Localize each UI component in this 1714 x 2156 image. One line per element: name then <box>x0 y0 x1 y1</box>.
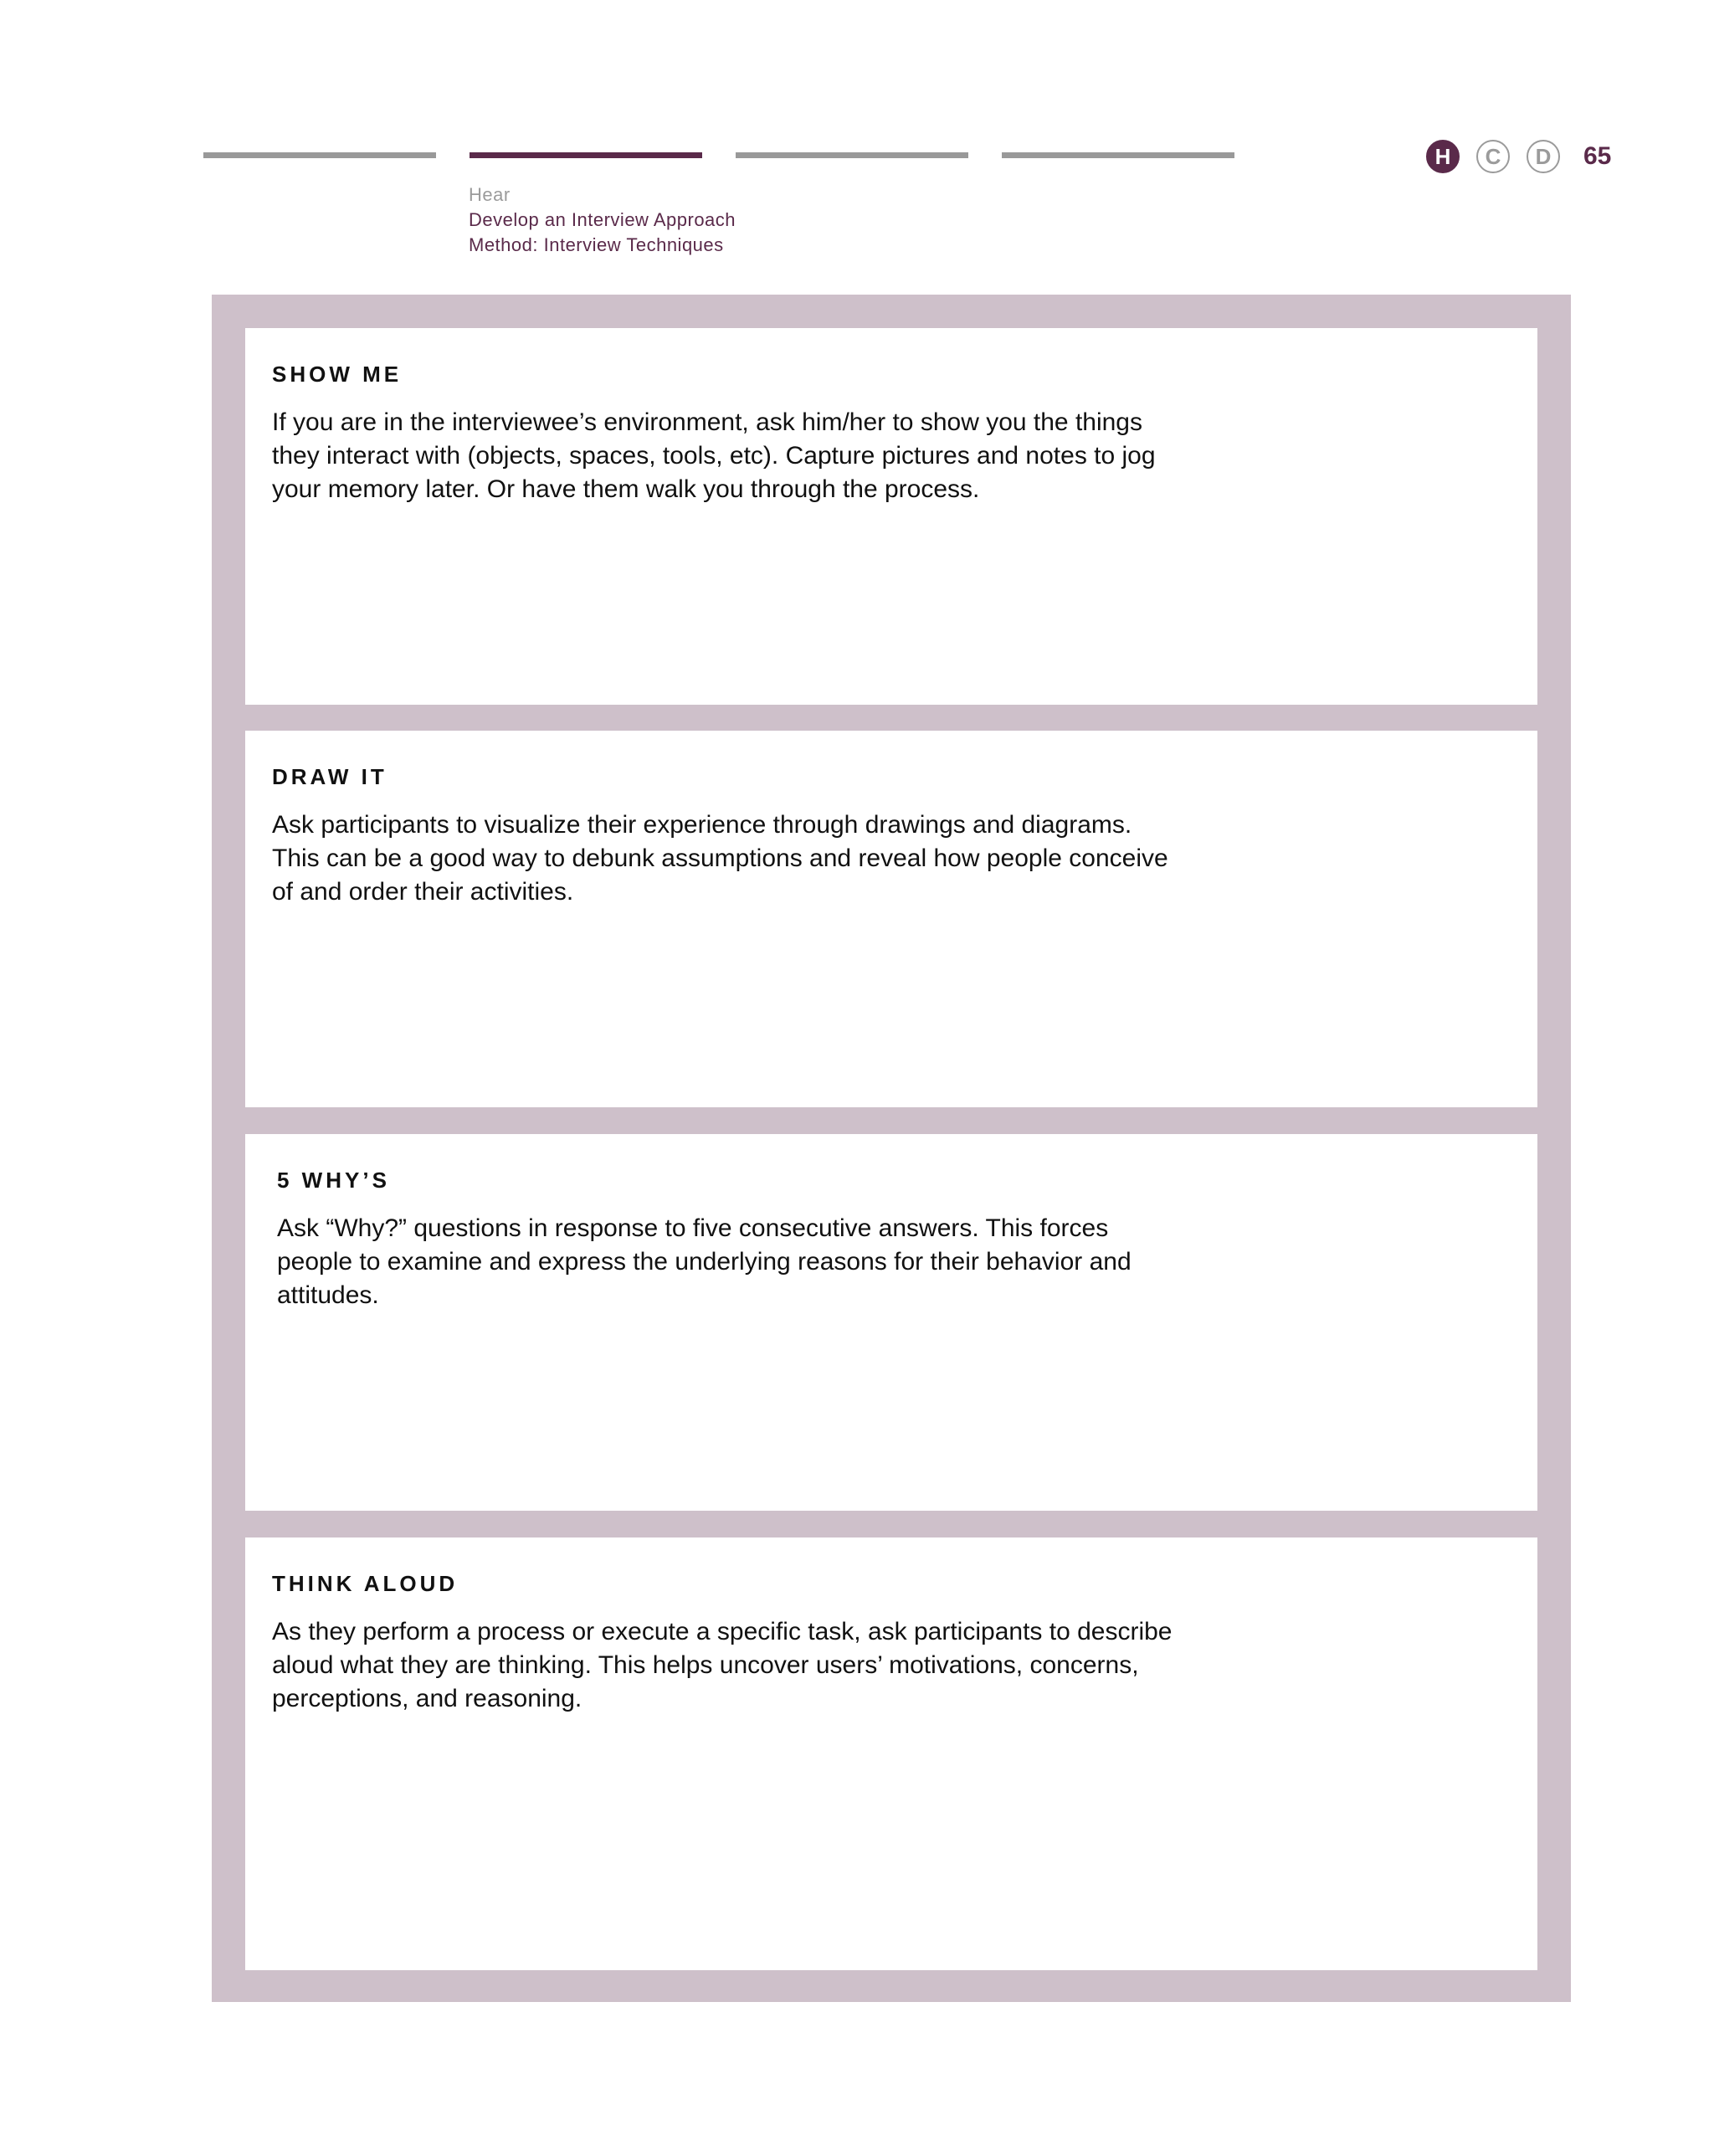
breadcrumb-subsection[interactable]: Develop an Interview Approach <box>469 209 736 230</box>
card-five-whys <box>245 1134 1537 1511</box>
phase-nav <box>1426 137 1611 176</box>
card-title: SHOW ME <box>272 362 403 387</box>
card-think-aloud <box>245 1537 1537 1970</box>
breadcrumb <box>469 182 736 258</box>
card-title: 5 WHY’S <box>277 1168 390 1193</box>
card-body: Ask “Why?” questions in response to five consecutive answers. This forces people to examine and express the underlying reasons for their behavior and attitudes. <box>277 1214 1132 1309</box>
card-title: DRAW IT <box>272 764 387 789</box>
progress-step-3 <box>736 152 968 158</box>
phase-create-button[interactable]: C <box>1476 140 1510 173</box>
breadcrumb-method[interactable]: Method: Interview Techniques <box>469 234 724 255</box>
phase-hear-button[interactable]: H <box>1426 140 1460 173</box>
card-body: As they perform a process or execute a specific task, ask participants to describe aloud what they are thinking. This helps uncover users’ motivations, concerns, perceptions, and reasoning. <box>272 1618 1173 1712</box>
progress-step-4 <box>1002 152 1234 158</box>
card-show-me <box>245 328 1537 705</box>
techniques-frame <box>212 295 1571 2002</box>
card-title: THINK ALOUD <box>272 1571 459 1596</box>
progress-step-1 <box>203 152 436 158</box>
card-draw-it <box>245 731 1537 1107</box>
card-body: Ask participants to visualize their experience through drawings and diagrams. This can be a good way to debunk assumptions and reveal how people conceive of and order their activities. <box>272 811 1168 906</box>
breadcrumb-section[interactable]: Hear <box>469 184 511 205</box>
card-body: If you are in the interviewee’s environment, ask him/her to show you the things they interact with (objects, spaces, tools, etc). Capture pictures and notes to jog your memory later. Or have them walk you through the process. <box>272 408 1156 503</box>
progress-step-2-active <box>470 152 702 158</box>
page-number: 65 <box>1583 142 1612 170</box>
phase-deliver-button[interactable]: D <box>1527 140 1560 173</box>
